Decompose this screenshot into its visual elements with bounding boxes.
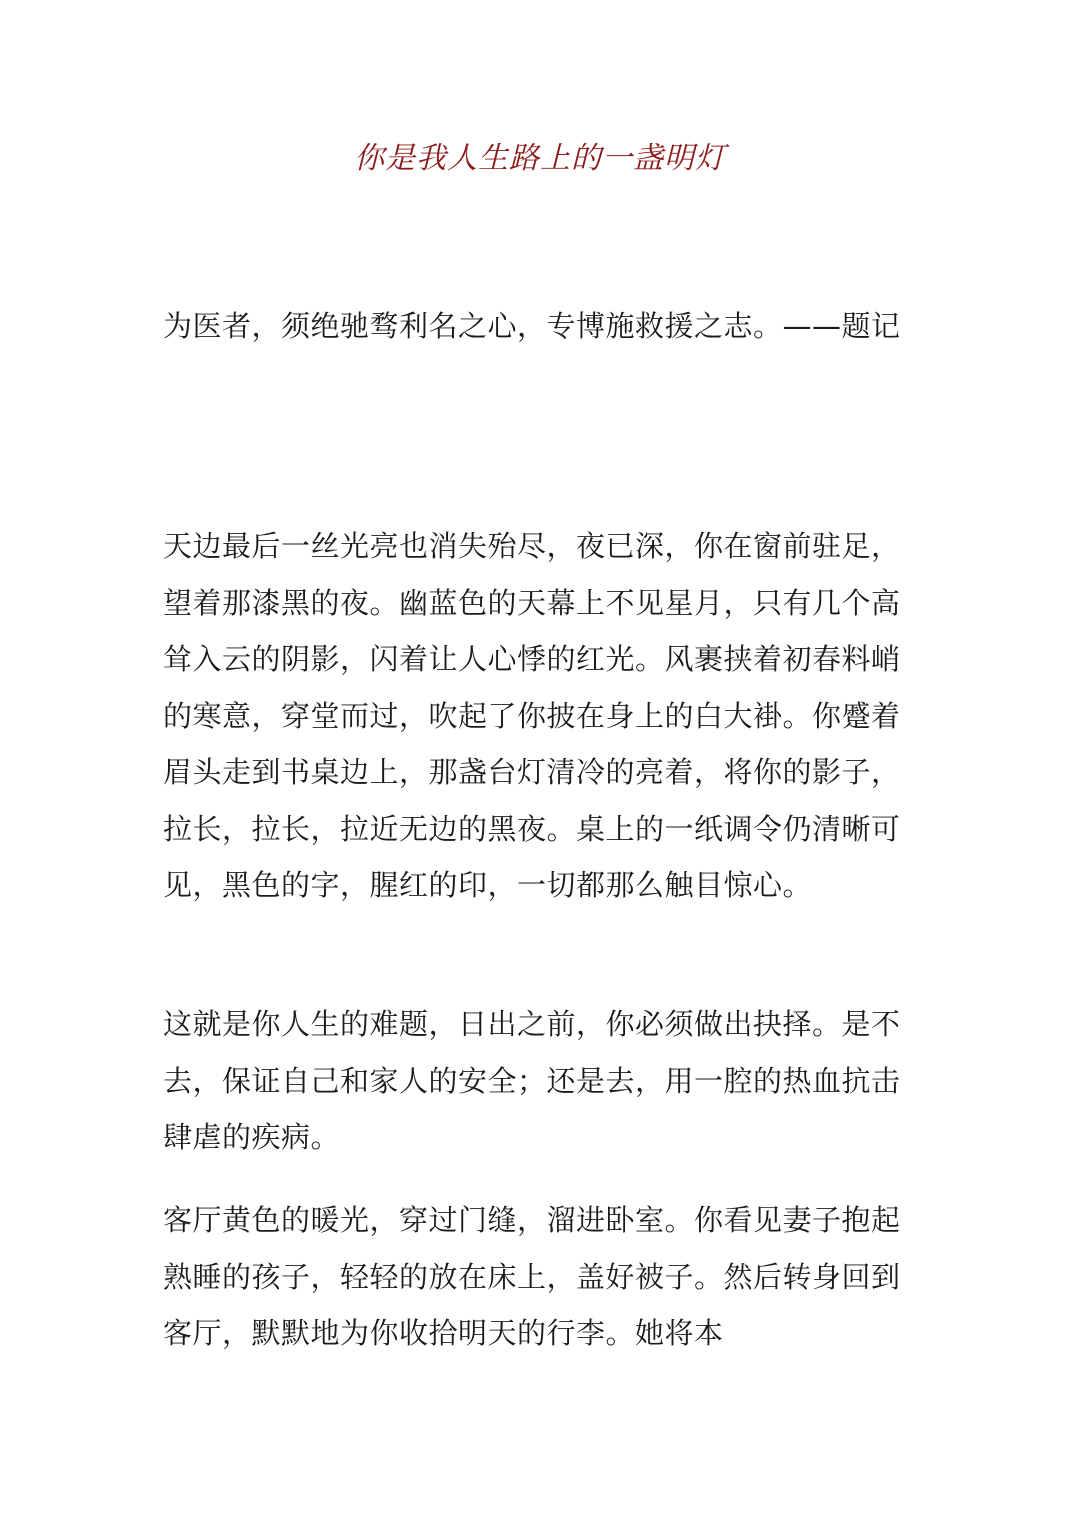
epigraph: 为医者，须绝驰骛利名之心，专博施救援之志。——题记 — [163, 309, 901, 343]
paragraph-1: 天边最后一丝光亮也消失殆尽，夜已深，你在窗前驻足，望着那漆黑的夜。幽蓝色的天幕上不见星月，只有几个高耸入云的阴影，闪着让人心悸的红光。风裹挟着初春料峭的寒意，穿堂而过，吹起了你披在身上的白大褂。你蹙着眉头走到书桌边上，那盏台灯清冷的亮着，将你的影子，拉长，拉长，拉近无边的黑夜。桌上的一纸调令仍清晰可见，黑色的字，腥红的印，一切都那么触目惊心。 — [163, 529, 901, 902]
paragraph-2: 这就是你人生的难题，日出之前，你必须做出抉择。是不去，保证自己和家人的安全；还是去，用一腔的热血抗击肆虐的疾病。 — [163, 1007, 901, 1154]
paragraph-3: 客厅黄色的暖光，穿过门缝，溜进卧室。你看见妻子抱起熟睡的孩子，轻轻的放在床上，盖好被子。然后转身回到客厅，默默地为你收拾明天的行李。她将本 — [163, 1203, 901, 1350]
article-title: 你是我人生路上的一盏明灯 — [354, 141, 726, 176]
